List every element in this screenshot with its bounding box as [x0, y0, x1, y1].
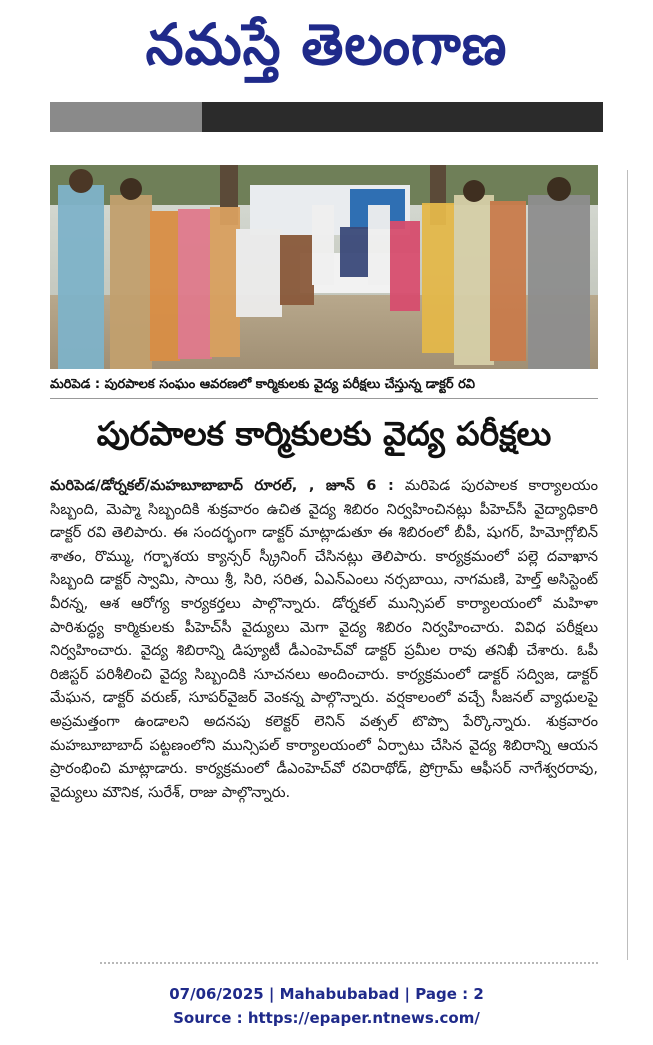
- column-divider: [627, 170, 628, 960]
- article-headline: పురపాలక కార్మికులకు వైద్య పరీక్షలు: [96, 414, 552, 453]
- article-body: [50, 474, 598, 944]
- news-photo: [50, 165, 598, 369]
- newspaper-masthead: [0, 4, 653, 90]
- masthead-band-right: [202, 102, 603, 132]
- article-text: మరిపెడ పురపాలక కార్యాలయం సిబ్బంది, మెప్మా సిబ్బందికి శుక్రవారం ఉచిత వైద్య శిబిరం నిర్వహించినట్లు పీహెచ్‌సీ వైద్యాధికారి డాక్టర్ రవి తెలిపారు. ఈ సందర్భంగా డాక్టర్ మాట్లాడుతూ ఈ శిబిరంలో బీపీ, షుగర్, హిమోగ్లోబిన్ శాతం, రొమ్ము, గర్భాశయ క్యాన్సర్ స్క్రీనింగ్ చేసినట్లు తెలిపారు. కార్యక్రమంలో పల్లె దవాఖాన సిబ్బంది డాక్టర్ స్వామి, సాయి శ్రీ, సిరి, సరిత, ఏఎన్ఎంలు నర్సబాయి, నాగమణి, హెల్త్ అసిస్టెంట్ వీరన్న, ఆశ ఆరోగ్య కార్యకర్తలు పాల్గొన్నారు. డోర్నకల్ మున్సిపల్ కార్యాలయంలో మహిళా పారిశుద్ధ్య కార్మికులకు పీహెచ్‌సీ వైద్యులు మెగా వైద్య శిబిరం నిర్వహించారు. వివిధ పరీక్షలు నిర్వహించారు. వైద్య శిబిరాన్ని డిప్యూటీ డీఎంహెచ్‌వో డాక్టర్ ప్రమీల రావు తనిఖీ చేశారు. ఓపీ రిజిస్టర్ పరిశీలించి వైద్య సిబ్బందికి సూచనలు అందించారు. కార్యక్రమంలో డాక్టర్ సద్విజ, డాక్టర్ మేఘన, డాక్టర్ వరుణ్, సూపర్‌వైజర్ వెంకన్న పాల్గొన్నారు. వర్షకాలంలో వచ్చే సీజనల్ వ్యాధులపై అప్రమత్తంగా ఉండాలని అదనపు కలెక్టర్ లెనిన్ వత్సల్ టొప్పొ పేర్కొన్నారు. శుక్రవారం మహబూబాబాద్ పట్టణంలోని మున్సిపల్ కార్యాలయంలో ఏర్పాటు చేసిన వైద్య శిబిరాన్ని ఆయన ప్రారంభించి మాట్లాడారు. కార్యక్రమంలో డీఎంహెచ్‌వో రవిరాథోడ్, ప్రోగ్రామ్ ఆఫీసర్ నాగేశ్వరరావు, వైద్యులు మౌనిక, సురేశ్, రాజు పాల్గొన్నారు.: [50, 477, 598, 801]
- article-dateline: మరిపెడ/డోర్నకల్/మహబూబాబాద్ రూరల్, , జూన్ 6 :: [50, 477, 394, 494]
- masthead-title: నమస్తే తెలంగాణ: [145, 10, 508, 78]
- footer-source-link[interactable]: Source : https://epaper.ntnews.com/: [173, 1009, 480, 1027]
- photo-caption: మరిపెడ : పురపాలక సంఘం ఆవరణలో కార్మికులకు వైద్య పరీక్షలు చేస్తున్న డాక్టర్ రవి: [50, 372, 598, 399]
- page-footer: [0, 982, 653, 1030]
- footer-edition-info: 07/06/2025 | Mahabubabad | Page : 2: [169, 985, 484, 1003]
- masthead-band-left: [50, 102, 202, 132]
- clipping-cut-line: [100, 962, 598, 970]
